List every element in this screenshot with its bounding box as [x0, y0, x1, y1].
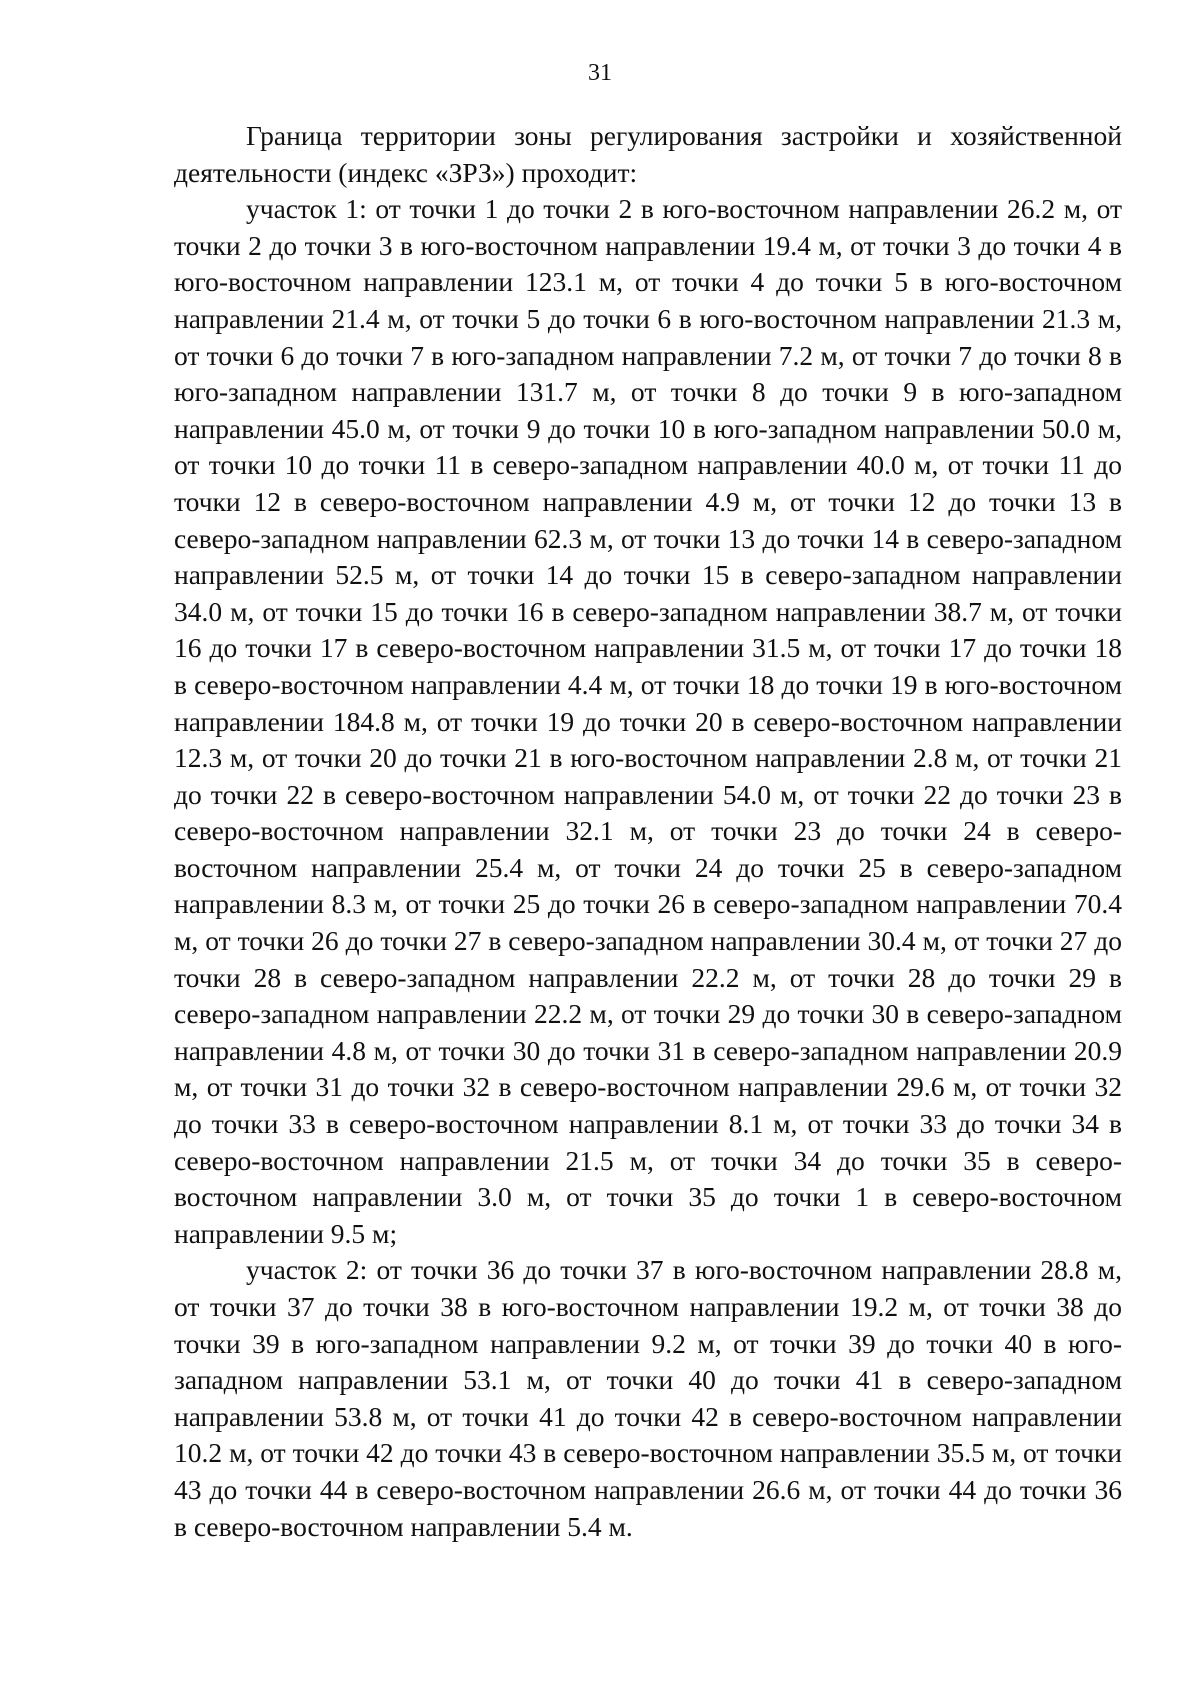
intro-paragraph: Граница территории зоны регулирования застройки и хозяйственной деятельности (индекс «ЗРЗ») проходит: [174, 120, 1122, 188]
page-number: 31 [588, 60, 612, 86]
section-2-paragraph: участок 2: от точки 36 до точки 37 в юго-восточном направлении 28.8 м, от точки 37 до точки 38 в юго-восточном направлении 19.2 м, от точки 38 до точки 39 в юго-западном направлении 9.2 м, от точки 39 до точки 40 в юго-западном направлении 53.1 м, от точки 40 до точки 41 в северо-западном направлении 53.8 м, от точки 41 до точки 42 в северо-восточном направлении 10.2 м, от точки 42 до точки 43 в северо-восточном направлении 35.5 м, от точки 43 до точки 44 в северо-восточном направлении 26.6 м, от точки 44 до точки 36 в северо-восточном направлении 5.4 м. [174, 1254, 1122, 1542]
document-body [174, 118, 1122, 1545]
section-1-paragraph: участок 1: от точки 1 до точки 2 в юго-восточном направлении 26.2 м, от точки 2 до точки 3 в юго-восточном направлении 19.4 м, от точки 3 до точки 4 в юго-восточном направлении 123.1 м, от точки 4 до точки 5 в юго-восточном направлении 21.4 м, от точки 5 до точки 6 в юго-восточном направлении 21.3 м, от точки 6 до точки 7 в юго-западном направлении 7.2 м, от точки 7 до точки 8 в юго-западном направлении 131.7 м, от точки 8 до точки 9 в юго-западном направлении 45.0 м, от точки 9 до точки 10 в юго-западном направлении 50.0 м, от точки 10 до точки 11 в северо-западном направлении 40.0 м, от точки 11 до точки 12 в северо-восточном направлении 4.9 м, от точки 12 до точки 13 в северо-западном направлении 62.3 м, от точки 13 до точки 14 в северо-западном направлении 52.5 м, от точки 14 до точки 15 в северо-западном направлении 34.0 м, от точки 15 до точки 16 в северо-западном направлении 38.7 м, от точки 16 до точки 17 в северо-восточном направлении 31.5 м, от точки 17 до точки 18 в северо-восточном направлении 4.4 м, от точки 18 до точки 19 в юго-восточном направлении 184.8 м, от точки 19 до точки 20 в северо-восточном направлении 12.3 м, от точки 20 до точки 21 в юго-восточном направлении 2.8 м, от точки 21 до точки 22 в северо-восточном направлении 54.0 м, от точки 22 до точки 23 в северо-восточном направлении 32.1 м, от точки 23 до точки 24 в северо-восточном направлении 25.4 м, от точки 24 до точки 25 в северо-западном направлении 8.3 м, от точки 25 до точки 26 в северо-западном направлении 70.4 м, от точки 26 до точки 27 в северо-западном направлении 30.4 м, от точки 27 до точки 28 в северо-западном направлении 22.2 м, от точки 28 до точки 29 в северо-западном направлении 22.2 м, от точки 29 до точки 30 в северо-западном направлении 4.8 м, от точки 30 до точки 31 в северо-западном направлении 20.9 м, от точки 31 до точки 32 в северо-восточном направлении 29.6 м, от точки 32 до точки 33 в северо-восточном направлении 8.1 м, от точки 33 до точки 34 в северо-восточном направлении 21.5 м, от точки 34 до точки 35 в северо-восточном направлении 3.0 м, от точки 35 до точки 1 в северо-восточном направлении 9.5 м; [174, 193, 1122, 1249]
